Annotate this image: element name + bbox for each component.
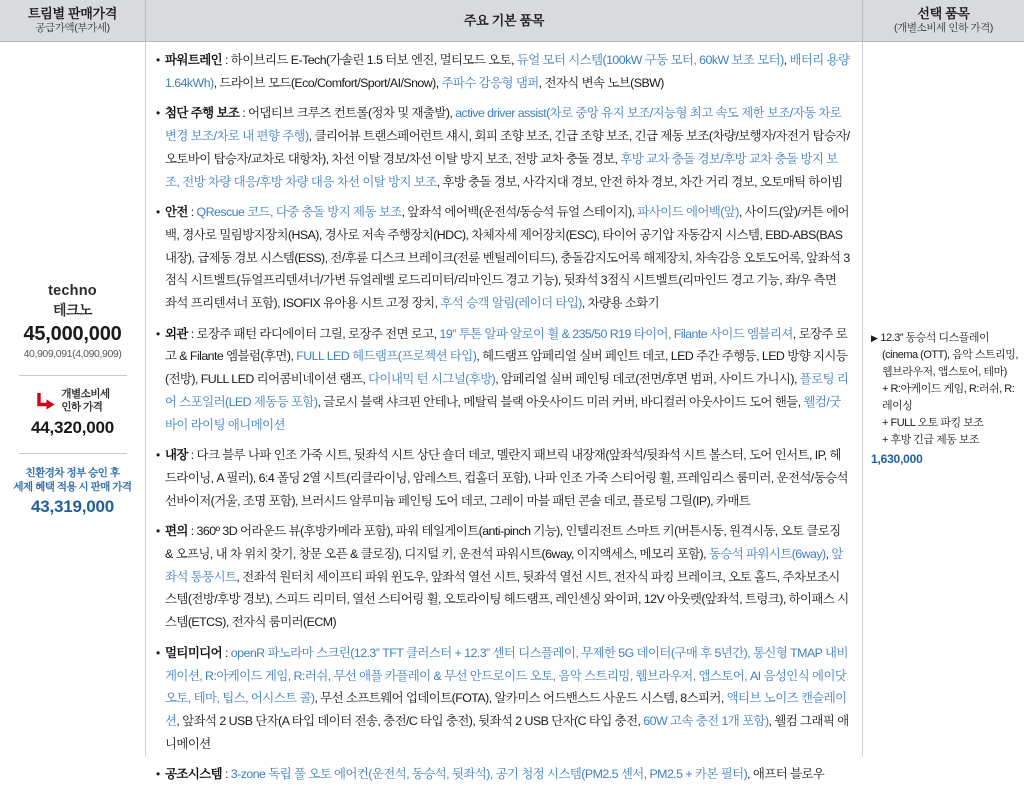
price-supply-vat: 40,909,091(4,090,909) [23, 347, 122, 360]
arrow-down-right-icon [35, 390, 57, 412]
discount-label-line2: 인하 가격 [61, 400, 103, 413]
trim-name-ko: 테크노 [52, 301, 93, 318]
spec-separator: : [187, 448, 197, 463]
spec-group [156, 49, 850, 94]
spec-item-highlighted: 3-zone 독립 풀 오토 에어컨(운전석, 동승석, 뒷좌석), 공기 청정 시스템(PM2.5 센서, PM2.5 + 카본 필터) [230, 767, 748, 782]
spec-item-text: , 클리어뷰 트랜스페어런트 섀시, 회피 조향 보조, 긴급 조향 보조, 긴급 제동 보조(차량/보행자/자전거 탑승자/오토바이 탑승자/교차로 대항차), 차선 이탈 경보/차선 이탈 방지 보조, 전방 교차 충돌 경보, [165, 129, 850, 166]
spec-group [156, 642, 850, 756]
bullet-icon: • [156, 106, 160, 121]
spec-item-text: 360º 3D 어라운드 뷰(후방카메라 포함), 파워 테일게이트(anti-pinch 기능), 인텔리전트 스마트 키(버튼시동, 원격시동, 오토 클로징 & 오프닝, 내 차 위치 찾기, 창문 오픈 & 클로징), 디지털 키, 운전석 파워시트(6way, 이지액세스, 메모리 포함), [165, 524, 841, 562]
standard-items-column [145, 42, 862, 782]
bullet-icon: • [156, 53, 160, 67]
spec-item-highlighted: 파사이드 에어백(앞) [637, 205, 739, 220]
price-divider-2 [19, 453, 127, 454]
header-cell-standard [145, 0, 862, 41]
price-after-eco-benefit: 43,319,000 [30, 496, 115, 516]
eco-note-line1: 친환경차 정부 승인 후 [25, 466, 120, 479]
spec-item-highlighted: 19” 투톤 알파 알로이 휠 & 235/50 R19 타이어, Filante 사이드 엠블리셔 [439, 326, 793, 341]
discount-price-block [35, 388, 109, 414]
spec-item-text: 다크 블루 나파 인조 가죽 시트, 뒷좌석 시트 상단 숄더 데코, 멜란지 패브릭 내장재(앞좌석/뒷좌석 시트 볼스터, 도어 인서트, IP, 헤드라이닝, A 필러), 6:4 폴딩 2열 시트(리클라이닝, 암레스트, 컵홀더 포함), 나파 인조 가죽 스티어링 휠, 프레임리스 룸미러, 운전석/동승석 선바이저(거울, 조명 포함), 브러시드 알루미늄 페인팅 도어 데코, 그레이 마블 패턴 콘솔 데코, 플로팅 그릴(IP), 카매트 [165, 448, 848, 508]
spec-item-text: , 전자식 변속 노브(SBW) [538, 75, 664, 90]
table-header-row [0, 0, 1024, 42]
spec-group-body [165, 102, 850, 193]
spec-item-text: , 차량용 소화기 [581, 296, 660, 311]
spec-group [156, 201, 850, 315]
spec-item-text: 어댑티브 크루즈 컨트롤(정차 및 재출발), [248, 106, 456, 121]
option-items-column [862, 42, 1024, 757]
bullet-icon: • [156, 448, 160, 463]
spec-group [156, 102, 850, 193]
spec-item-text: , 애프터 블로우 [747, 767, 825, 782]
bullet-icon: • [156, 524, 160, 539]
trim-name-en: techno [48, 282, 97, 299]
spec-item-text: , [825, 547, 832, 562]
bullet-icon: • [156, 326, 160, 341]
spec-group [156, 444, 850, 512]
spec-item-highlighted: 웰컴/굿바이 라이팅 애니메이션 [165, 394, 841, 432]
spec-item-text: , 전좌석 원터치 세이프티 파워 윈도우, 앞좌석 열선 시트, 뒷좌석 열선 시트, 전자식 파킹 브레이크, 오토 홀드, 주차보조시스템(전방/후방 경보), 스피드 리미터, 열선 스티어링 휠, 오토라이팅 헤드램프, 레인센싱 와이퍼, 12V 아웃렛(앞좌석, 트렁크), 하이패스 시스템(ETCS), 전자식 룸미러(ECM) [165, 569, 849, 630]
spec-category-label: 파워트레인 [165, 53, 223, 67]
header-price-subtitle: 공급가액(부가세) [35, 21, 110, 34]
spec-item-text: , 후방 충돌 경보, 사각지대 경보, 안전 하차 경보, 차간 거리 경보, 오토매틱 하이빔 [436, 174, 843, 189]
spec-item-highlighted: 배터리 용량 1.64kWh) [165, 53, 850, 90]
eco-subsidy-note [13, 466, 131, 494]
table-body-row [0, 42, 1024, 782]
bullet-icon: • [156, 767, 160, 782]
spec-item-text: , 글로시 블랙 샤크핀 안테나, 메탈릭 블랙 아웃사이드 미러 커버, 바디컬러 아웃사이드 도어 핸들, [317, 394, 804, 409]
spec-item-highlighted: active driver assist(차로 중앙 유지 보조/지능형 최고 속도 제한 보조/자동 차로 변경 보조/차로 내 편향 주행) [165, 106, 842, 144]
spec-group [156, 520, 850, 634]
spec-item-highlighted: openR 파노라마 스크린(12.3” TFT 클러스터 + 12.3” 센터 디스플레이, 무제한 5G 데이터(구매 후 5년간), 통신형 TMAP 내비게이션, R:아케이드 게임, R:러쉬, 무선 애플 카플레이 & 무선 안드로이드 오토, 음악 스트리밍, 웹브라우저, 앱스토어, AI 음성인식 에이닷 오토, 테마, 팁스, 어시스트 콜) [165, 645, 848, 706]
spec-group [156, 323, 850, 437]
spec-group-body [165, 763, 850, 786]
spec-group-body [165, 444, 850, 512]
spec-group [156, 763, 850, 786]
spec-item-text: , 사이드(앞)/커튼 에어백, 경사로 밀림방지장치(HSA), 경사로 저속 주행장치(HDC), 차체자세 제어장치(ESC), 타이어 공기압 자동감지 시스템, EBD-ABS(BAS 내장), 급제동 경보 시스템(ESS), 전/후륜 디스크 브레이크(전륜 벤틸레이티드), 충돌감지도어록 해제장치, 차속감응 오토도어록, 앞좌석 3점식 시트벨트(듀얼프리텐셔너/가변 듀얼레벨 로드리미터/리마인드 경고 기능), 뒷좌석 3점식 시트벨트(리마인드 경고 기능, 좌/우 측면 좌석 프리텐셔너 포함), ISOFIX 유아용 시트 고정 장치, [165, 205, 850, 311]
discount-label [61, 388, 109, 414]
spec-item-text: , 드라이브 모드(Eco/Comfort/Sport/AI/Snow), [213, 75, 442, 90]
spec-item-highlighted: 액티브 노이즈 캔슬레이션 [165, 691, 847, 728]
spec-item-text: , 무선 소프트웨어 업데이트(FOTA), 알카미스 어드밴스드 사운드 시스템, 8스피커, [314, 691, 727, 706]
spec-category-label: 첨단 주행 보조 [165, 106, 240, 121]
spec-group-body [165, 49, 850, 94]
spec-item-text: , [783, 53, 790, 67]
spec-item-highlighted: 후방 교차 충돌 경보/후방 교차 충돌 방지 보조, 전방 차량 대응/후방 차량 대응 차선 이탈 방지 보조 [165, 151, 838, 189]
spec-item-text: , 앞좌석 에어백(운전석/동승석 듀얼 스테이지), [401, 205, 638, 220]
spec-group-body [165, 323, 850, 437]
spec-item-text: , 암페리얼 실버 페인팅 데코(전면/후면 범퍼, 사이드 가니시), [495, 372, 800, 387]
header-standard-title: 주요 기본 품목 [463, 12, 545, 28]
header-option-subtitle: (개별소비세 인하 가격) [894, 21, 993, 34]
spec-item-highlighted: QRescue 코드, 다중 충돌 방지 제동 보조 [196, 205, 402, 220]
spec-item-highlighted: 플로팅 리어 스포일러(LED 제동등 포함) [165, 372, 849, 409]
spec-item-text: , 헤드램프 암페리얼 실버 페인트 데코, LED 주간 주행등, LED 방향 지시등(전방), FULL LED 리어콤비네이션 램프, [165, 349, 848, 387]
price-retail: 45,000,000 [23, 322, 122, 345]
spec-item-text: , 로장주 로고 & Filante 엠블럼(후면), [165, 326, 848, 364]
standard-items-list [156, 49, 850, 786]
option-line-2: (cinema (OTT), 음악 스트리밍, [882, 349, 1018, 361]
spec-separator: : [187, 524, 197, 539]
bullet-icon: • [156, 645, 160, 660]
bullet-icon: • [156, 205, 160, 220]
header-price-title: 트림별 판매가격 [27, 5, 118, 21]
spec-category-label: 외관 [165, 326, 188, 341]
price-after-tax-cut: 44,320,000 [30, 417, 115, 437]
option-line-5: + FULL 오토 파킹 보조 [882, 417, 984, 429]
header-option-title: 선택 품목 [917, 5, 970, 21]
spec-item-text: , 앞좌석 2 USB 단자(A 타입 데이터 전송, 충전/C 타입 충전), 뒷좌석 2 USB 단자(C 타입 충전, [176, 713, 644, 728]
spec-category-label: 공조시스템 [165, 767, 223, 782]
option-line-3: 웹브라우저, 앱스토어, 테마) [882, 366, 1007, 378]
spec-item-text: 로장주 패턴 라디에이터 그릴, 로장주 전면 로고, [196, 326, 440, 341]
spec-category-label: 멀티미디어 [165, 645, 223, 660]
spec-category-label: 내장 [165, 448, 188, 463]
price-column [0, 42, 145, 757]
spec-category-label: 편의 [165, 524, 188, 539]
spec-item-highlighted: 듀얼 모터 시스템(100kW 구동 모터, 60kW 보조 모터) [516, 53, 784, 67]
spec-group-body [165, 201, 850, 315]
spec-item-text: 하이브리드 E-Tech(가솔린 1.5 터보 엔진, 멀티모드 오토, [230, 53, 517, 67]
spec-separator: : [187, 326, 197, 341]
spec-item-highlighted: 주파수 감응형 댐퍼 [441, 75, 539, 90]
spec-separator: : [222, 53, 231, 67]
option-item-block [871, 330, 1018, 469]
spec-item-highlighted: 다이내믹 턴 시그널(후방) [368, 372, 496, 387]
option-line-6: + 후방 긴급 제동 보조 [882, 434, 980, 446]
spec-category-label: 안전 [165, 205, 188, 220]
spec-item-highlighted: 동승석 파워시트(6way) [708, 547, 826, 562]
price-divider-1 [19, 375, 127, 376]
spec-item-highlighted: 앞좌석 통풍시트 [165, 547, 843, 584]
triangle-right-icon: ▶ [871, 333, 878, 343]
discount-label-line1: 개별소비세 [61, 387, 110, 400]
option-display-label: 12.3” 동승석 디스플레이 [880, 332, 990, 344]
spec-separator: : [222, 645, 231, 660]
spec-item-highlighted: 60W 고속 충전 1개 포함) [643, 713, 769, 728]
spec-group-body [165, 642, 850, 756]
spec-group-body [165, 520, 850, 634]
spec-item-highlighted: FULL LED 헤드램프(프로젝션 타입) [296, 349, 477, 364]
spec-separator: : [187, 205, 197, 220]
spec-item-text: , 웰컴 그래픽 애니메이션 [165, 713, 849, 751]
header-cell-price [0, 0, 145, 41]
header-cell-option [862, 0, 1024, 41]
spec-separator: : [239, 106, 248, 121]
spec-separator: : [222, 767, 231, 782]
spec-item-highlighted: 후석 승객 알림(레이더 타입) [440, 296, 582, 311]
option-line-4: + R:아케이드 게임, R:러쉬, R:레이싱 [882, 383, 1015, 412]
option-line-1 [871, 330, 1018, 347]
eco-note-line2: 세제 혜택 적용 시 판매 가격 [13, 480, 132, 493]
option-package-price: 1,630,000 [871, 452, 923, 466]
